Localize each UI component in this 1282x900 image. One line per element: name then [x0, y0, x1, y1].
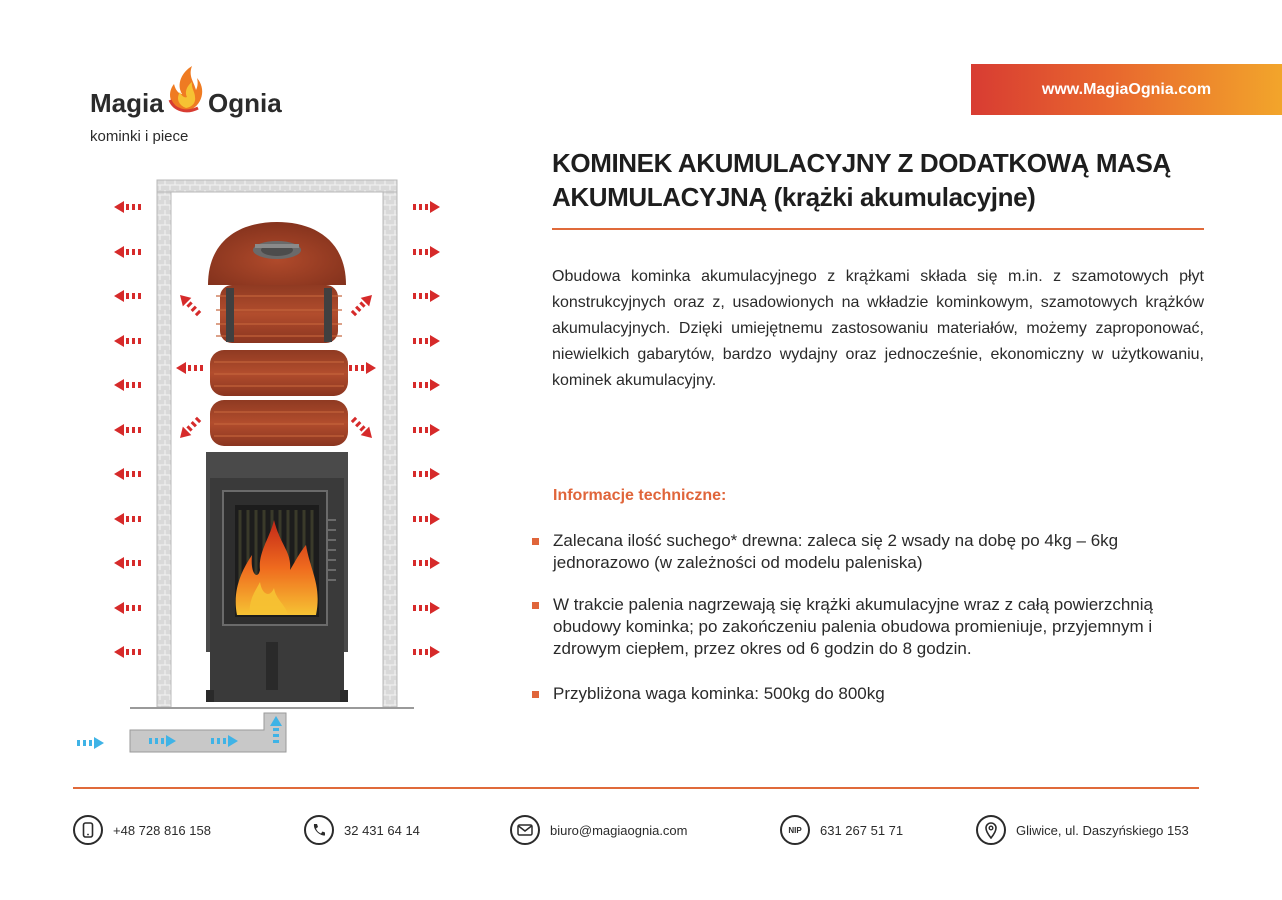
- contact-email[interactable]: [510, 815, 688, 845]
- accumulation-rings: [210, 285, 348, 446]
- nip-number: 631 267 51 71: [820, 822, 904, 838]
- nip-badge-icon: [780, 815, 810, 845]
- bullet-square-icon: [532, 691, 539, 698]
- bullet-square-icon: [532, 538, 539, 545]
- description-paragraph: Obudowa kominka akumulacyjnego z krążkami składa się m.in. z szamotowych płyt konstrukcyjnych oraz z, usadowionych na wkładzie kominkowym, szamotowych krążków akumulacyjnych. Dzięki umiejętnemu zastosowaniu materiałów, możemy zaproponować, niewielkich gabarytów, bardzo wydajny oraz jednocześnie, ekonomiczny w użytkowaniu, kominek akumulacyjny.: [552, 268, 1204, 389]
- location-pin-icon: [976, 815, 1006, 845]
- logo-wordmark: [90, 88, 282, 119]
- email-address[interactable]: biuro@magiaognia.com: [550, 822, 688, 838]
- list-item: [532, 683, 1212, 705]
- logo-word-2: Ognia: [208, 88, 282, 118]
- mobile-number[interactable]: +48 728 816 158: [113, 822, 211, 838]
- contact-nip: [780, 815, 903, 845]
- logo: [90, 64, 310, 148]
- list-item: [532, 594, 1212, 660]
- phone-icon: [304, 815, 334, 845]
- website-banner[interactable]: [971, 64, 1282, 115]
- title-divider: [552, 228, 1204, 230]
- address-text[interactable]: Gliwice, ul. Daszyńskiego 153: [1016, 822, 1189, 838]
- flame-icon: [164, 64, 208, 114]
- mobile-phone-icon: [73, 815, 103, 845]
- bullet-square-icon: [532, 602, 539, 609]
- air-duct: [130, 713, 286, 752]
- website-link[interactable]: www.MagiaOgnia.com: [1041, 80, 1212, 98]
- nip-label: NIP: [788, 825, 802, 835]
- phone-number[interactable]: 32 431 64 14: [344, 822, 420, 838]
- right-brick-wall: [383, 180, 397, 707]
- list-item: [532, 530, 1212, 574]
- page-title: KOMINEK AKUMULACYJNY Z DODATKOWĄ MASĄ AKUMULACYJNĄ (krążki akumulacyjne): [552, 148, 1171, 212]
- footer-divider: [73, 787, 1199, 789]
- top-brick-wall: [157, 180, 397, 192]
- contact-address[interactable]: [976, 815, 1189, 845]
- contact-phone[interactable]: [304, 815, 420, 845]
- logo-subtitle: kominki i piece: [90, 128, 189, 145]
- list-item-text: Zalecana ilość suchego* drewna: zaleca się 2 wsady na dobę po 4kg – 6kg jednorazowo (w zależności od modelu paleniska): [553, 531, 1119, 572]
- list-item-text: Przybliżona waga kominka: 500kg do 800kg: [553, 684, 885, 703]
- contact-mobile[interactable]: [73, 815, 211, 845]
- tech-info-heading: Informacje techniczne:: [553, 487, 727, 504]
- tech-info-list: [532, 530, 1212, 725]
- heat-arrows-left: [114, 201, 141, 658]
- envelope-icon: [510, 815, 540, 845]
- fireplace-illustration: [60, 160, 480, 770]
- heat-arrows-right: [413, 201, 440, 658]
- list-item-text: W trakcie palenia nagrzewają się krążki akumulacyjne wraz z całą powierzchnią obudowy kominka; po zakończeniu palenia obudowa promieniuje, przyjemnym i zdrowym ciepłem, przez okres od 6 godzin do 8 godzin.: [553, 595, 1153, 658]
- left-brick-wall: [157, 180, 171, 707]
- logo-word-1: Magia: [90, 88, 164, 118]
